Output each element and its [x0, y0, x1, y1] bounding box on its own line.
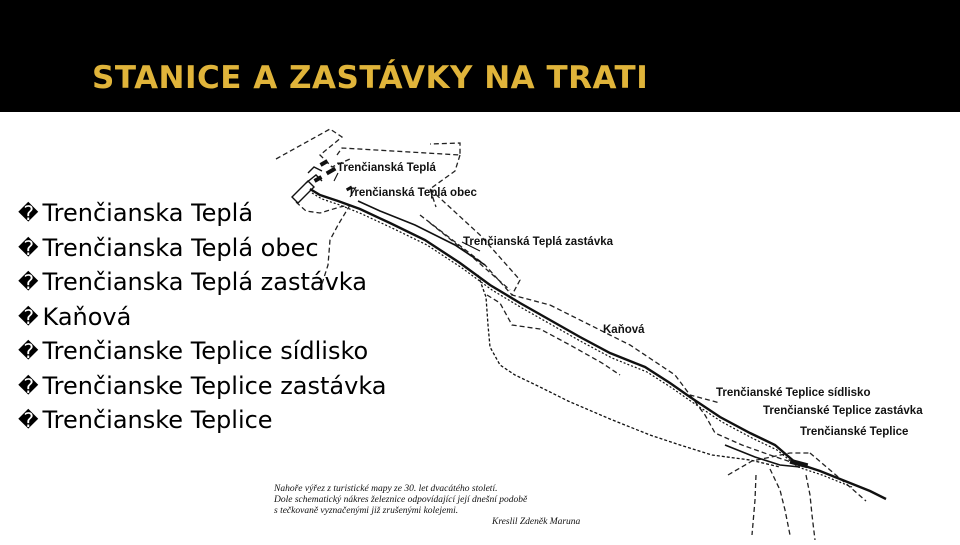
bullet-icon: �: [18, 373, 39, 398]
bullet-icon: �: [18, 339, 39, 364]
station-name: Trenčianska Teplá obec: [42, 233, 319, 262]
station-name: Trenčianska Teplá: [42, 199, 254, 228]
bullet-icon: �: [18, 304, 39, 329]
map-label-trencianska-tepla-obec: Trenčianská Teplá obec: [348, 187, 477, 199]
caption-line: s tečkovaně vyznačenými již zrušenými kolejemi.: [274, 506, 459, 516]
bullet-icon: �: [18, 270, 39, 295]
station-name: Trenčianska Teplá zastávka: [42, 268, 367, 297]
caption-author: Kreslil Zdeněk Maruna: [492, 517, 581, 527]
caption-line: Nahoře výřez z turistické mapy ze 30. let dvacátého století.: [274, 484, 498, 494]
map-label-teplice-sidlisko: Trenčianské Teplice sídlisko: [716, 387, 871, 399]
station-name: Trenčianske Teplice sídlisko: [42, 337, 369, 366]
station-name: Trenčianske Teplice: [42, 406, 273, 435]
slide-title: STANICE A ZASTÁVKY NA TRATI: [92, 60, 649, 96]
station-name: Trenčianske Teplice zastávka: [42, 371, 387, 400]
bullet-icon: �: [18, 408, 39, 433]
map-label-kanova: Kaňová: [603, 324, 645, 336]
map-label-trencianske-teplice: Trenčianské Teplice: [800, 426, 909, 438]
map-caption: [274, 484, 624, 528]
bullet-icon: �: [18, 235, 39, 260]
map-label-teplice-zastavka: Trenčianské Teplice zastávka: [763, 405, 923, 417]
title-bar: [0, 0, 960, 112]
caption-line: Dole schematický nákres železnice odpovídající její dnešní podobě: [274, 495, 528, 505]
map-label-trencianska-tepla: Trenčianská Teplá: [337, 162, 436, 174]
bullet-icon: �: [18, 201, 39, 226]
station-name: Kaňová: [42, 302, 132, 331]
map-label-trencianska-tepla-zastavka: Trenčianská Teplá zastávka: [463, 236, 614, 248]
railway-map: [250, 115, 960, 540]
